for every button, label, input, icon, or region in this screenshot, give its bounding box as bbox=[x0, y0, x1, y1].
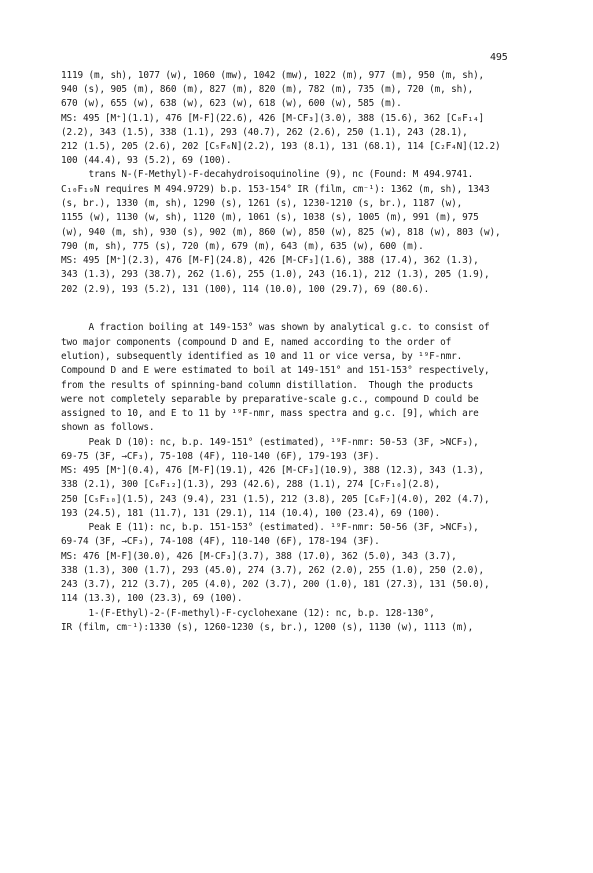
text-line: 243 (3.7), 212 (3.7), 205 (4.0), 202 (3.7), 200 (1.0), 181 (27.3), 131 (50.0), bbox=[61, 579, 490, 590]
text-line: 193 (24.5), 181 (11.7), 131 (29.1), 114 (10.4), 100 (23.4), 69 (100). bbox=[61, 508, 441, 519]
text-line: two major components (compound D and E, named according to the order of bbox=[61, 337, 452, 348]
text-line: 1119 (m, sh), 1077 (w), 1060 (mw), 1042 (mw), 1022 (m), 977 (m), 950 (m, sh), bbox=[61, 70, 485, 81]
text-line: 338 (1.3), 300 (1.7), 293 (45.0), 274 (3.7), 262 (2.0), 255 (1.0), 250 (2.0), bbox=[61, 565, 485, 576]
text-line: (s, br.), 1330 (m, sh), 1290 (s), 1261 (s), 1230-1210 (s, br.), 1187 (w), bbox=[61, 198, 463, 209]
text-line: 1155 (w), 1130 (w, sh), 1120 (m), 1061 (s), 1038 (s), 1005 (m), 991 (m), 975 bbox=[61, 212, 479, 223]
text-line: 114 (13.3), 100 (23.3), 69 (100). bbox=[61, 593, 243, 604]
text-line: 338 (2.1), 300 [C₆F₁₂](1.3), 293 (42.6), 288 (1.1), 274 [C₇F₁₀](2.8), bbox=[61, 479, 441, 490]
text-line: (2.2), 343 (1.5), 338 (1.1), 293 (40.7), 262 (2.6), 250 (1.1), 243 (28.1), bbox=[61, 127, 468, 138]
text-line: Compound D and E were estimated to boil at 149-151° and 151-153° respectively, bbox=[61, 365, 490, 376]
text-line: MS: 495 [M⁺](2.3), 476 [M-F](24.8), 426 [M-CF₃](1.6), 388 (17.4), 362 (1.3), bbox=[61, 255, 479, 266]
text-line: 250 [C₅F₁₀](1.5), 243 (9.4), 231 (1.5), 212 (3.8), 205 [C₆F₇](4.0), 202 (4.7), bbox=[61, 494, 490, 505]
text-line: C₁₀F₁₉N requires M 494.9729) b.p. 153-154° IR (film, cm⁻¹): 1362 (m, sh), 1343 bbox=[61, 184, 490, 195]
text-line: elution), subsequently identified as 10 and 11 or vice versa, by ¹⁹F-nmr. bbox=[61, 351, 463, 362]
compound-9-heading: trans N-(F-Methyl)-F-decahydroisoquinoline (9), nc (Found: M 494.9741. bbox=[61, 169, 474, 180]
text-line: assigned to 10, and E to 11 by ¹⁹F-nmr, mass spectra and g.c. [9], which are bbox=[61, 408, 479, 419]
text-line: shown as follows. bbox=[61, 422, 155, 433]
text-line: 69-75 (3F, →CF₃), 75-108 (4F), 110-140 (6F), 179-193 (3F). bbox=[61, 451, 380, 462]
text-line: (w), 940 (m, sh), 930 (s), 902 (m), 860 (w), 850 (w), 825 (w), 818 (w), 803 (w), bbox=[61, 227, 501, 238]
text-line: MS: 495 [M⁺](0.4), 476 [M-F](19.1), 426 [M-CF₃](10.9), 388 (12.3), 343 (1.3), bbox=[61, 465, 485, 476]
text-line: 69-74 (3F, →CF₃), 74-108 (4F), 110-140 (6F), 178-194 (3F). bbox=[61, 536, 380, 547]
text-line: from the results of spinning-band column distillation. Though the products bbox=[61, 380, 474, 391]
text-line: 212 (1.5), 205 (2.6), 202 [C₅F₆N](2.2), 193 (8.1), 131 (68.1), 114 [C₂F₄N](12.2) bbox=[61, 141, 501, 152]
text-line: IR (film, cm⁻¹):1330 (s), 1260-1230 (s, br.), 1200 (s), 1130 (w), 1113 (m), bbox=[61, 622, 474, 633]
text-line: 100 (44.4), 93 (5.2), 69 (100). bbox=[61, 155, 232, 166]
text-line: were not completely separable by preparative-scale g.c., compound D could be bbox=[61, 394, 479, 405]
text-line: 202 (2.9), 193 (5.2), 131 (100), 114 (10.0), 100 (29.7), 69 (80.6). bbox=[61, 284, 430, 295]
text-line: 670 (w), 655 (w), 638 (w), 623 (w), 618 (w), 600 (w), 585 (m). bbox=[61, 98, 402, 109]
text-line: A fraction boiling at 149-153° was shown by analytical g.c. to consist of bbox=[61, 322, 490, 333]
page-number: 495 bbox=[490, 52, 508, 63]
peak-d-heading: Peak D (10): nc, b.p. 149-151° (estimated), ¹⁹F-nmr: 50-53 (3F, >NCF₃), bbox=[61, 437, 479, 448]
text-line: 790 (m, sh), 775 (s), 720 (m), 679 (m), 643 (m), 635 (w), 600 (m). bbox=[61, 241, 424, 252]
peak-e-heading: Peak E (11): nc, b.p. 151-153° (estimated). ¹⁹F-nmr: 50-56 (3F, >NCF₃), bbox=[61, 522, 479, 533]
compound-12-heading: 1-(F-Ethyl)-2-(F-methyl)-F-cyclohexane (12): nc, b.p. 128-130°, bbox=[61, 608, 435, 619]
text-line: MS: 495 [M⁺](1.1), 476 [M-F](22.6), 426 [M-CF₃](3.0), 388 (15.6), 362 [C₈F₁₄] bbox=[61, 113, 485, 124]
text-line: MS: 476 [M-F](30.0), 426 [M-CF₃](3.7), 388 (17.0), 362 (5.0), 343 (3.7), bbox=[61, 551, 457, 562]
text-line: 940 (s), 905 (m), 860 (m), 827 (m), 820 (m), 782 (m), 735 (m), 720 (m, sh), bbox=[61, 84, 474, 95]
text-line: 343 (1.3), 293 (38.7), 262 (1.6), 255 (1.0), 243 (16.1), 212 (1.3), 205 (1.9), bbox=[61, 269, 490, 280]
